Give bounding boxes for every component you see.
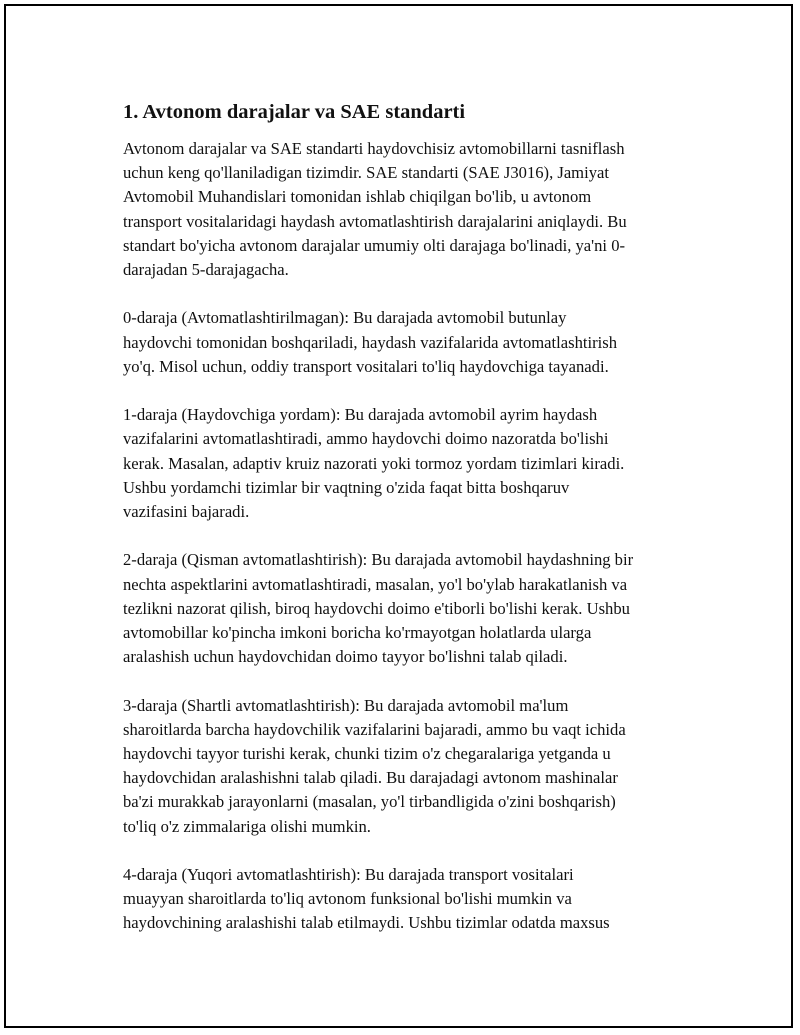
- paragraph-list: [123, 137, 703, 936]
- text-line: haydovchi tomonidan boshqariladi, haydash vazifalarida avtomatlashtirish: [123, 332, 617, 352]
- text-line: yo'q. Misol uchun, oddiy transport vositalari to'liq haydovchiga tayanadi.: [123, 356, 609, 376]
- paragraph: [123, 863, 703, 936]
- text-line: darajadan 5-darajagacha.: [123, 260, 289, 280]
- text-line: kerak. Masalan, adaptiv kruiz nazorati yoki tormoz yordam tizimlari kiradi.: [123, 453, 625, 473]
- text-line: Avtonom darajalar va SAE standarti haydovchisiz avtomobillarni tasniflash: [123, 139, 625, 158]
- paragraph: [123, 403, 703, 524]
- text-line: 1-daraja (Haydovchiga yordam): Bu darajada avtomobil ayrim haydash: [123, 405, 598, 425]
- text-line: 4-daraja (Yuqori avtomatlashtirish): Bu darajada transport vositalari: [123, 865, 574, 885]
- paragraph: [123, 137, 703, 282]
- text-line: transport vositalaridagi haydash avtomatlashtirish darajalarini aniqlaydi. Bu: [123, 211, 627, 231]
- text-line: vazifalarini avtomatlashtiradi, ammo haydovchi doimo nazoratda bo'lishi: [123, 429, 609, 449]
- text-line: Ushbu yordamchi tizimlar bir vaqtning o'zida faqat bitta boshqaruv: [123, 477, 570, 497]
- text-line: haydovchidan aralashishni talab qiladi. Bu darajadagi avtonom mashinalar: [123, 768, 618, 788]
- text-line: 3-daraja (Shartli avtomatlashtirish): Bu darajada avtomobil ma'lum: [123, 695, 569, 715]
- document-body: [123, 98, 703, 960]
- page-frame: [4, 4, 793, 1028]
- text-line: muayyan sharoitlarda to'liq avtonom funksional bo'lishi mumkin va: [123, 889, 572, 909]
- text-line: tezlikni nazorat qilish, biroq haydovchi doimo e'tiborli bo'lishi kerak. Ushbu: [123, 598, 630, 618]
- paragraph: [123, 694, 703, 839]
- text-line: vazifasini bajaradi.: [123, 502, 250, 522]
- paragraph: [123, 548, 703, 669]
- text-line: haydovchining aralashishi talab etilmaydi. Ushbu tizimlar odatda maxsus: [123, 913, 610, 933]
- text-line: Avtomobil Muhandislari tomonidan ishlab chiqilgan bo'lib, u avtonom: [123, 187, 592, 207]
- text-line: nechta aspektlarini avtomatlashtiradi, masalan, yo'l bo'ylab harakatlanish va: [123, 574, 628, 594]
- text-line: haydovchi tayyor turishi kerak, chunki tizim o'z chegaralariga yetganda u: [123, 744, 611, 764]
- text-line: 2-daraja (Qisman avtomatlashtirish): Bu darajada avtomobil haydashning bir: [123, 550, 634, 570]
- text-line: avtomobillar ko'pincha imkoni boricha ko'rmayotgan holatlarda ularga: [123, 623, 592, 643]
- paragraph: [123, 306, 703, 379]
- text-line: 0-daraja (Avtomatlashtirilmagan): Bu darajada avtomobil butunlay: [123, 308, 567, 328]
- text-line: uchun keng qo'llaniladigan tizimdir. SAE standarti (SAE J3016), Jamiyat: [123, 163, 609, 183]
- text-line: sharoitlarda barcha haydovchilik vazifalarini bajaradi, ammo bu vaqt ichida: [123, 719, 626, 739]
- text-line: standart bo'yicha avtonom darajalar umumiy olti darajaga bo'linadi, ya'ni 0-: [123, 235, 626, 255]
- text-line: aralashish uchun haydovchidan doimo tayyor bo'lishni talab qiladi.: [123, 647, 568, 667]
- section-heading: 1. Avtonom darajalar va SAE standarti: [123, 101, 466, 123]
- text-line: ba'zi murakkab jarayonlarni (masalan, yo'l tirbandligida o'zini boshqarish): [123, 792, 616, 812]
- text-line: to'liq o'z zimmalariga olishi mumkin.: [123, 816, 371, 836]
